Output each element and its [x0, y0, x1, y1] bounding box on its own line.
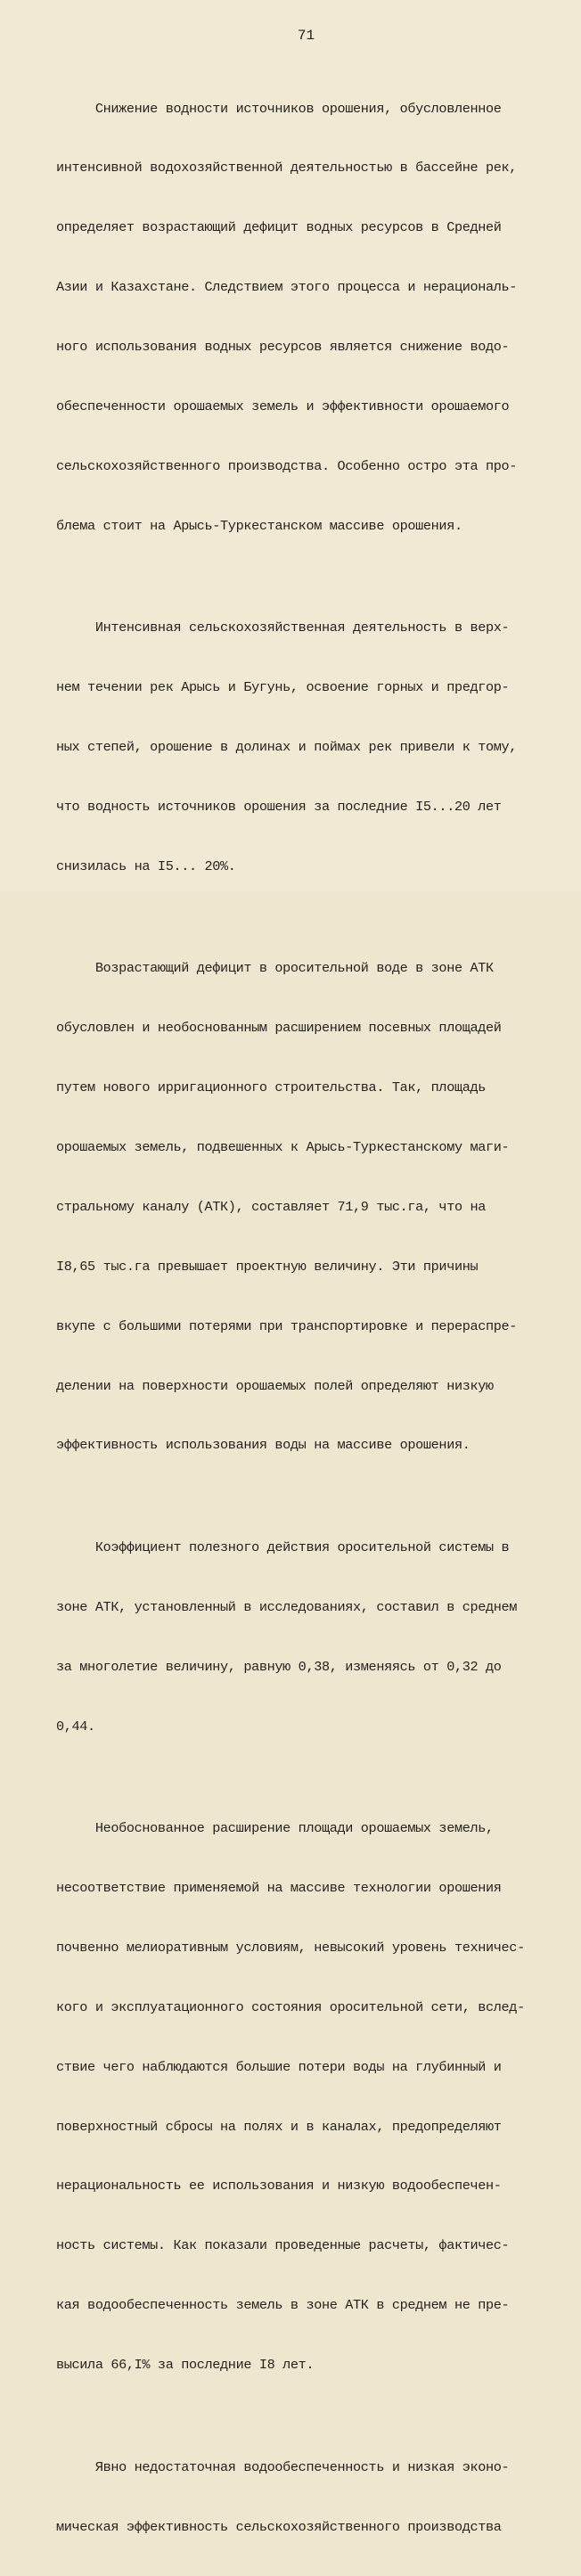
text-line: обеспеченности орошаемых земель и эффективности орошаемого [56, 398, 510, 415]
text-line: ность системы. Как показали проведенные расчеты, фактичес- [56, 2237, 510, 2254]
text-line: Интенсивная сельскохозяйственная деятельность в верх- [56, 619, 510, 636]
page-number: 71 [297, 28, 315, 44]
text-line: вкупе с большими потерями при транспортировке и перераспре- [56, 1317, 518, 1334]
text-line: Снижение водности источников орошения, обусловленное [56, 100, 502, 117]
text-line: нем течении рек Арысь и Бугунь, освоение горных и предгор- [56, 679, 510, 696]
text-line: I8,65 тыс.га превышает проектную величину. Эти причины [56, 1258, 479, 1275]
text-line: ных степей, орошение в долинах и поймах рек привели к тому, [56, 739, 518, 756]
paragraph-4 [56, 1497, 545, 1776]
text-line: кого и эксплуатационного состояния оросительной сети, вслед- [56, 1998, 525, 2015]
text-line: интенсивной водохозяйственной деятельностью в бассейне рек, [56, 160, 518, 176]
text-line: несоответствие применяемой на массиве технологии орошения [56, 1880, 502, 1897]
text-line: мическая эффективность сельскохозяйственного производства [56, 2518, 502, 2535]
text-line: зоне АТК, установленный в исследованиях, составил в среднем [56, 1598, 518, 1615]
paragraph-3 [56, 919, 545, 1496]
text-line: путем нового ирригационного строительства. Так, площадь [56, 1079, 487, 1096]
text-line: эффективность использования воды на массиве орошения. [56, 1437, 471, 1454]
text-line: блема стоит на Арысь-Туркестанском массиве орошения. [56, 517, 462, 534]
text-line: стральному каналу (АТК), составляет 71,9 тыс.га, что на [56, 1198, 487, 1215]
paragraph-6 [56, 2417, 545, 2576]
text-line: почвенно мелиоративным условиям, невысокий уровень техничес- [56, 1939, 525, 1956]
text-line: ствие чего наблюдаются большие потери воды на глубинный и [56, 2058, 502, 2075]
text-line: снизилась на I5... 20%. [56, 857, 236, 874]
text-line: орошаемых земель, подвешенных к Арысь-Туркестанскому маги- [56, 1139, 510, 1156]
paragraph-5 [56, 1779, 545, 2416]
text-line: за многолетие величину, равную 0,38, изменяясь от 0,32 до [56, 1658, 502, 1675]
text-line: обусловлен и необоснованным расширением посевных площадей [56, 1020, 502, 1037]
text-line: поверхностный сбросы на полях и в каналах, предопределяют [56, 2118, 502, 2135]
text-line: кая водообеспеченность земель в зоне АТК в среднем не пре- [56, 2297, 510, 2314]
text-line: Возрастающий дефицит в оросительной воде в зоне АТК [56, 960, 494, 977]
paragraph-1 [56, 59, 545, 576]
text-line: Необоснованное расширение площади орошаемых земель, [56, 1820, 494, 1837]
text-line: высила 66,I% за последние I8 лет. [56, 2357, 315, 2374]
text-line: 0,44. [56, 1718, 95, 1735]
text-line: определяет возрастающий дефицит водных ресурсов в Средней [56, 219, 502, 236]
text-line: что водность источников орошения за последние I5...20 лет [56, 798, 502, 815]
text-line: сельскохозяйственного производства. Особенно остро эта про- [56, 457, 518, 474]
text-line: Явно недостаточная водообеспеченность и низкая эконо- [56, 2458, 510, 2475]
text-line: ного использования водных ресурсов является снижение водо- [56, 339, 510, 356]
paragraph-2 [56, 578, 545, 916]
text-line: нерациональность ее использования и низкую водообеспечен- [56, 2178, 502, 2195]
text-line: Азии и Казахстане. Следствием этого процесса и нерациональ- [56, 279, 518, 296]
text-line: делении на поверхности орошаемых полей определяют низкую [56, 1377, 494, 1394]
text-line: Коэффициент полезного действия оросительной системы в [56, 1538, 510, 1555]
